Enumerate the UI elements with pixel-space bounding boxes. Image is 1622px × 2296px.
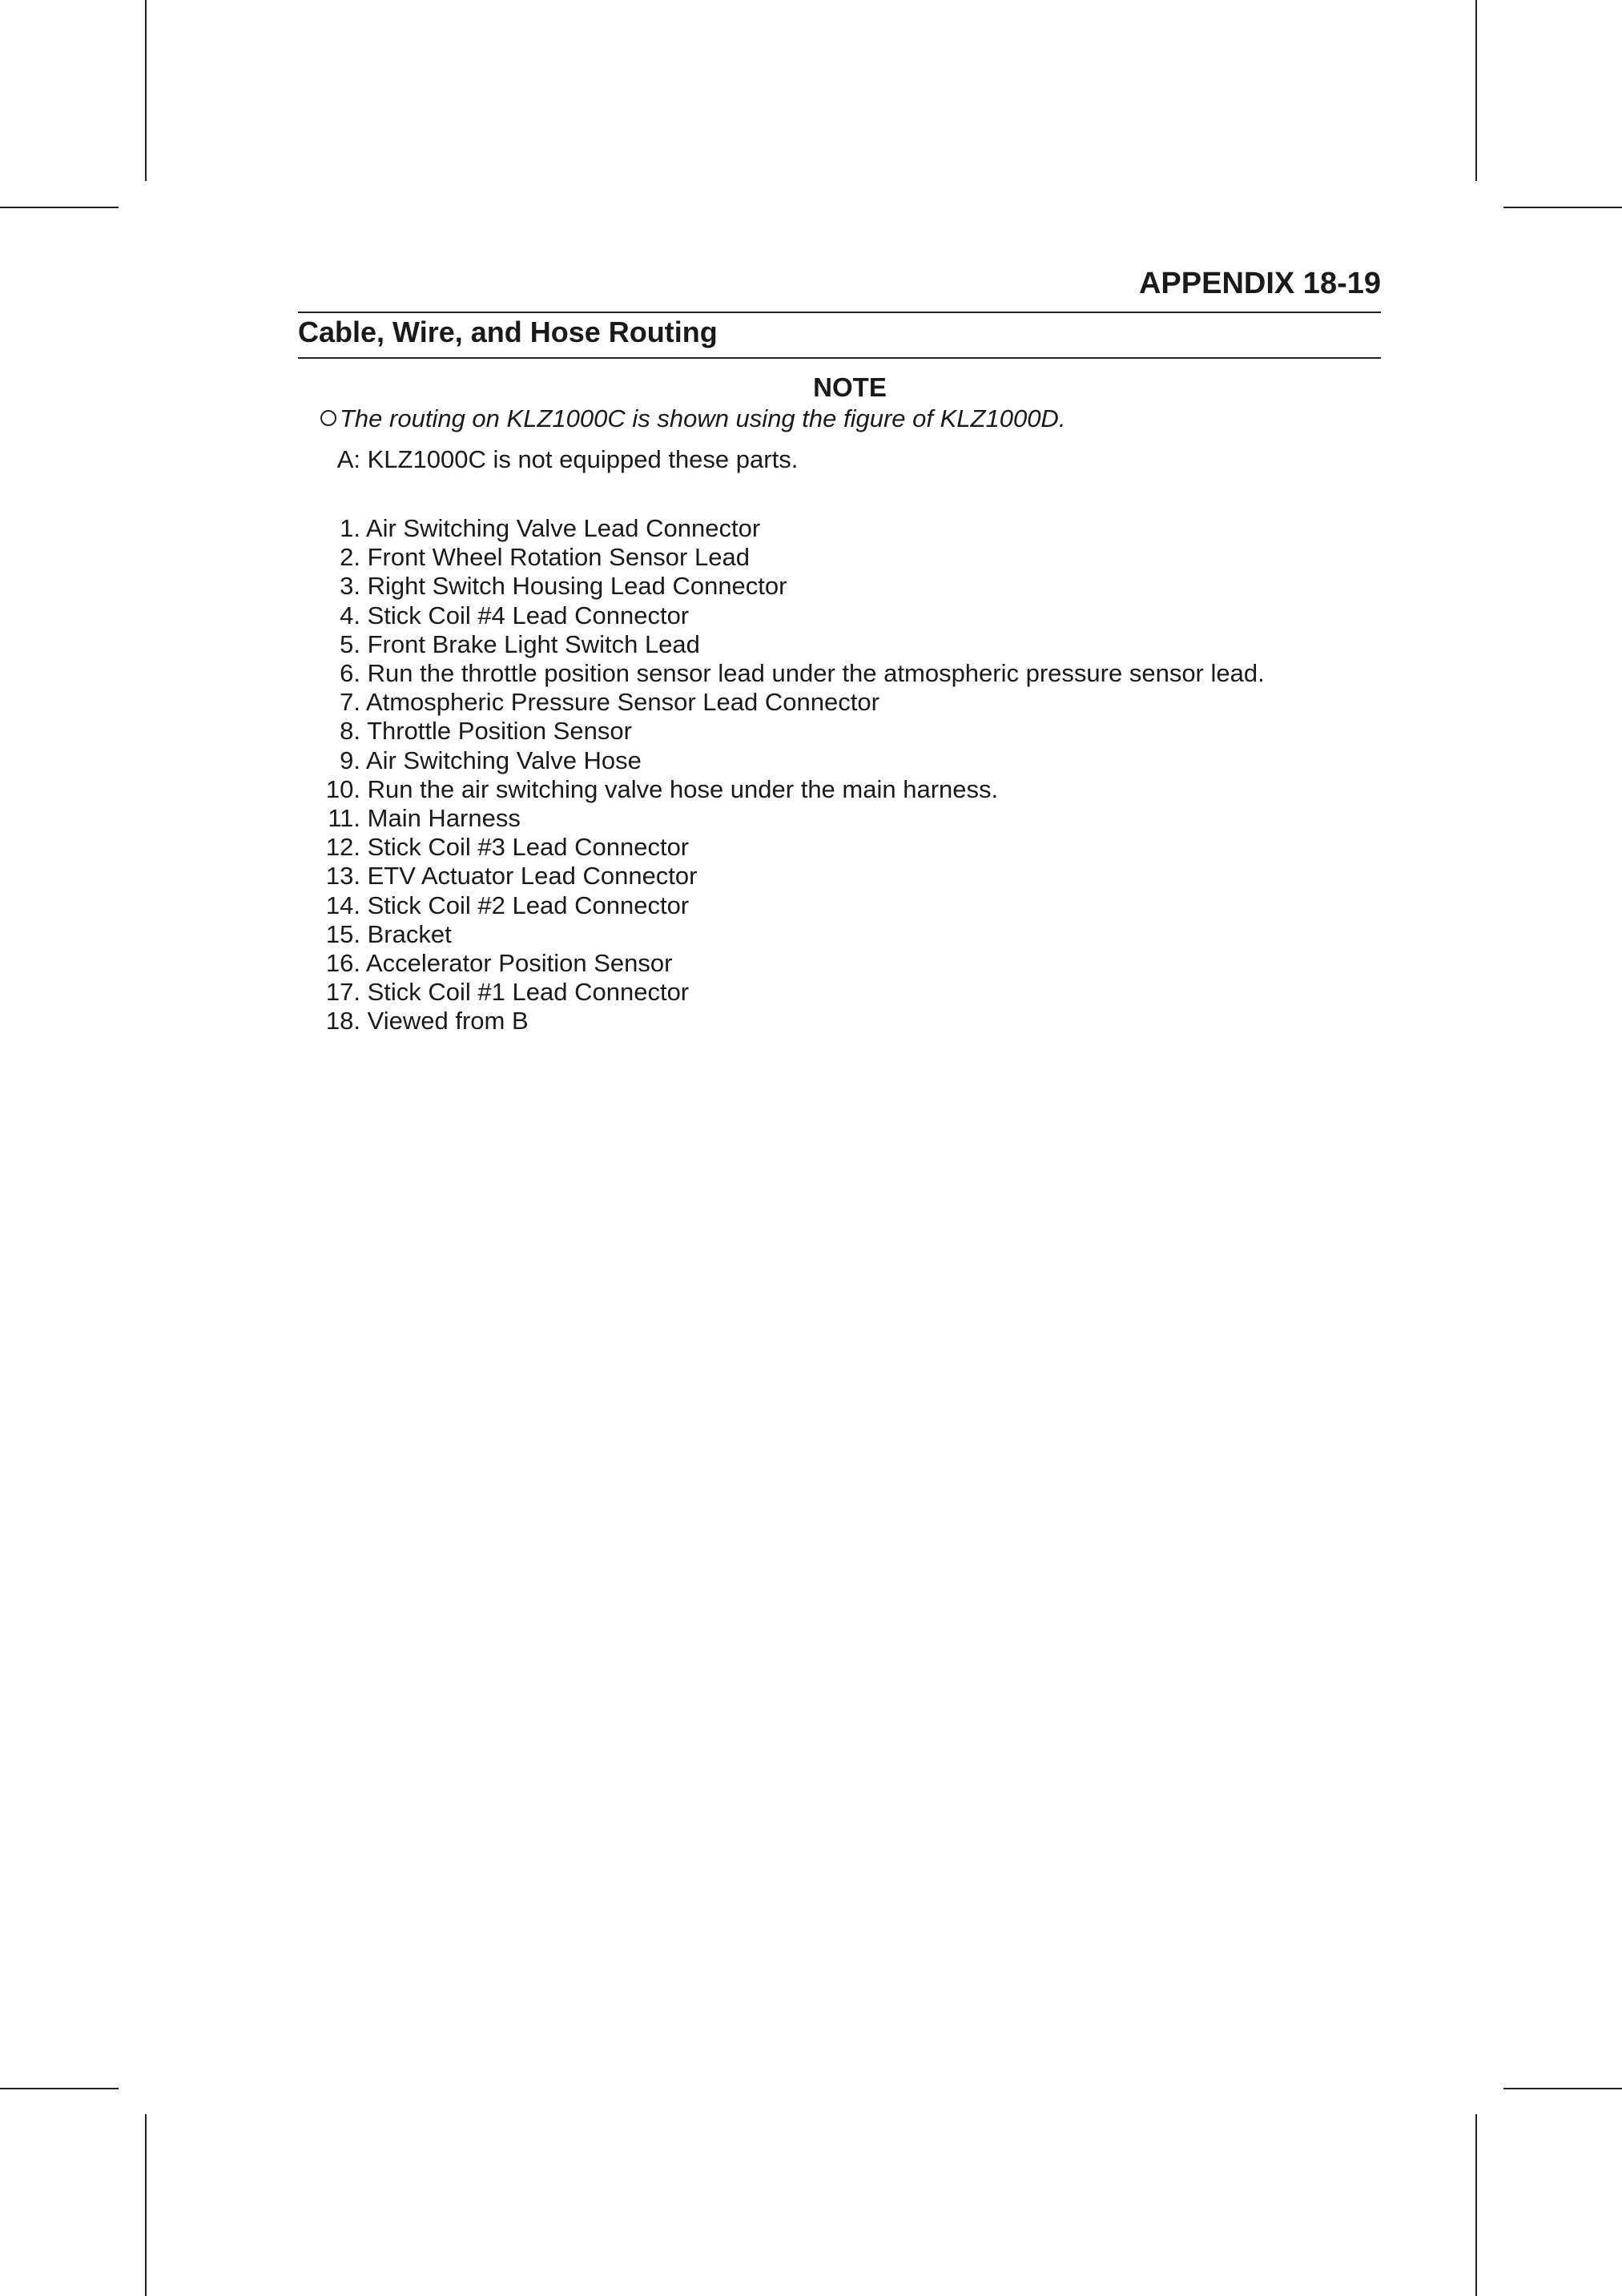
item-number: 10.	[325, 774, 360, 803]
crop-mark-bottom-right-vertical	[1475, 2114, 1477, 2296]
item-number: 18.	[325, 1007, 360, 1035]
list-item	[298, 601, 1265, 630]
item-number: 4.	[340, 601, 360, 629]
list-item	[298, 630, 1265, 659]
list-item	[298, 949, 1265, 978]
list-item	[298, 717, 1265, 746]
item-text: Main Harness	[367, 804, 521, 833]
legend-key: A:	[336, 445, 360, 473]
item-number: 5.	[340, 629, 360, 658]
crop-mark-top-left-horizontal	[0, 207, 119, 208]
note-text-content: The routing on KLZ1000C is shown using the figure of KLZ1000D.	[340, 404, 1066, 432]
item-text: Run the air switching valve hose under the main harness.	[367, 774, 999, 803]
list-item	[298, 775, 1265, 804]
list-item	[298, 804, 1265, 833]
item-number: 17.	[325, 978, 360, 1007]
item-number: 16.	[325, 949, 360, 978]
item-text: Accelerator Position Sensor	[365, 949, 673, 978]
circle-bullet-icon	[320, 410, 336, 426]
item-text: Front Wheel Rotation Sensor Lead	[367, 543, 750, 572]
list-item	[298, 833, 1265, 862]
item-text: ETV Actuator Lead Connector	[367, 862, 698, 891]
note-text	[320, 402, 1065, 436]
list-item	[298, 1007, 1265, 1035]
legend-a	[298, 443, 798, 476]
section-rule	[298, 357, 1381, 359]
note-heading: NOTE	[813, 372, 887, 402]
list-item	[298, 514, 1265, 543]
item-text: Stick Coil #2 Lead Connector	[367, 891, 690, 919]
item-text: Atmospheric Pressure Sensor Lead Connector	[365, 688, 879, 717]
crop-mark-top-right-vertical	[1475, 0, 1477, 181]
item-number: 8.	[340, 717, 360, 746]
item-text: Throttle Position Sensor	[367, 717, 632, 746]
legend-text: KLZ1000C is not equipped these parts.	[367, 445, 799, 473]
item-text: Air Switching Valve Lead Connector	[365, 514, 761, 542]
item-number: 2.	[340, 543, 360, 572]
item-text: Bracket	[367, 919, 452, 948]
item-text: Air Switching Valve Hose	[365, 746, 642, 774]
item-text: Stick Coil #3 Lead Connector	[367, 833, 690, 862]
item-text: Front Brake Light Switch Lead	[367, 629, 700, 658]
crop-mark-top-right-horizontal	[1503, 207, 1622, 208]
list-item	[298, 543, 1265, 572]
list-item	[298, 862, 1265, 891]
item-number: 1.	[340, 514, 360, 542]
item-number: 13.	[325, 862, 360, 891]
list-item	[298, 688, 1265, 717]
item-number: 12.	[325, 833, 360, 862]
list-item	[298, 978, 1265, 1007]
item-text: Right Switch Housing Lead Connector	[367, 572, 787, 601]
item-number: 9.	[340, 746, 360, 774]
item-text: Viewed from B	[367, 1007, 529, 1035]
item-number: 7.	[340, 688, 360, 717]
item-text: Run the throttle position sensor lead under the atmospheric pressure sensor lead.	[367, 659, 1265, 688]
list-item	[298, 659, 1265, 688]
item-text: Stick Coil #1 Lead Connector	[367, 978, 690, 1007]
item-text: Stick Coil #4 Lead Connector	[367, 601, 690, 629]
item-number: 15.	[325, 919, 360, 948]
item-number: 3.	[340, 572, 360, 601]
list-item	[298, 891, 1265, 920]
section-title: Cable, Wire, and Hose Routing	[298, 316, 718, 348]
crop-mark-bottom-left-vertical	[145, 2114, 147, 2296]
crop-mark-bottom-left-horizontal	[0, 2088, 119, 2089]
list-item	[298, 920, 1265, 949]
item-number: 11.	[328, 804, 360, 833]
list-item	[298, 572, 1265, 601]
callout-list	[298, 514, 1265, 1036]
item-number: 14.	[325, 891, 360, 919]
item-number: 6.	[340, 659, 360, 688]
list-item	[298, 746, 1265, 775]
page-header: APPENDIX 18-19	[1138, 267, 1381, 300]
crop-mark-top-left-vertical	[145, 0, 147, 181]
crop-mark-bottom-right-horizontal	[1503, 2088, 1622, 2089]
